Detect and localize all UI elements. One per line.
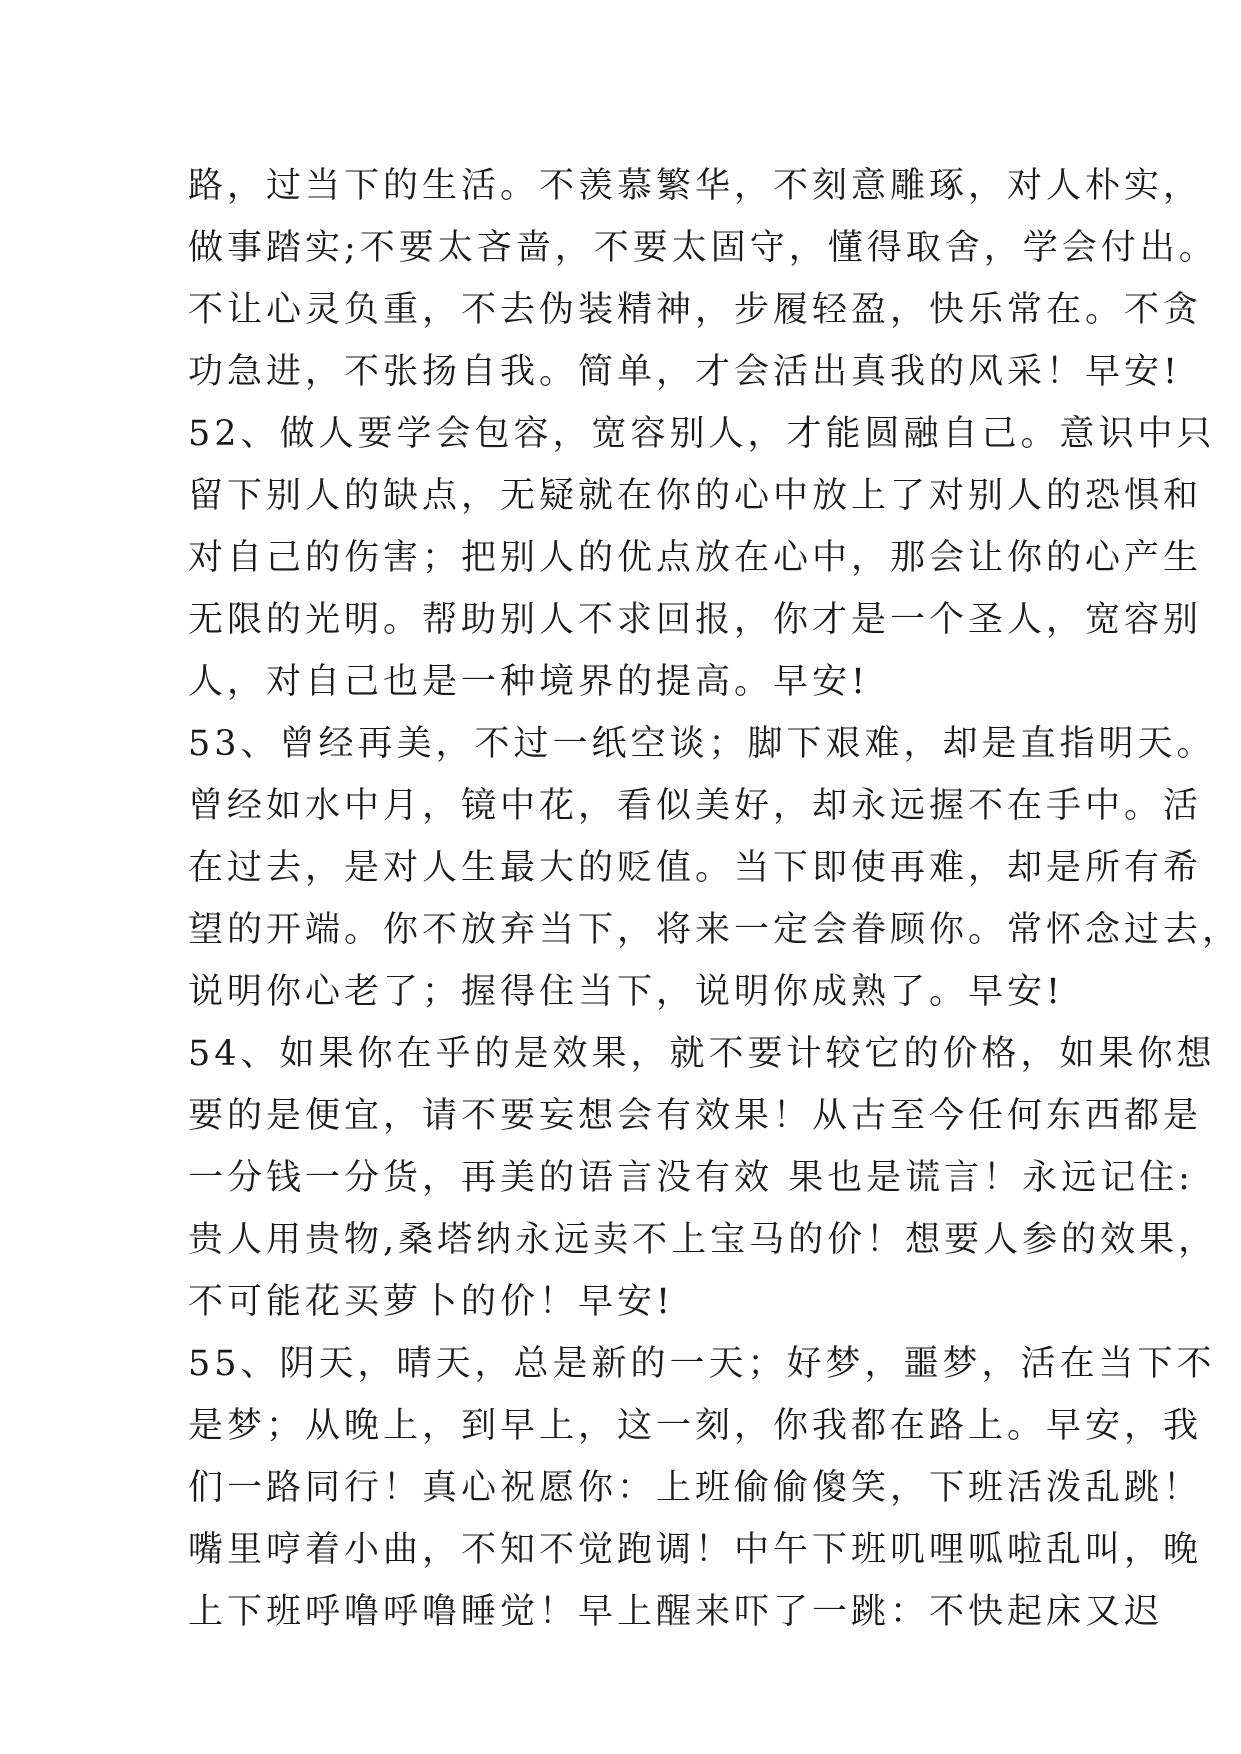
body-text	[188, 155, 1241, 1643]
text-line: 无限的光明。帮助别人不求回报，你才是一个圣人，宽容别	[188, 600, 1203, 640]
text-line: 对自己的伤害；把别人的优点放在心中，那会让你的心产生	[188, 538, 1203, 578]
text-line: 要的是便宜，请不要妄想会有效果！从古至今任何东西都是	[188, 1096, 1203, 1136]
text-line: 不可能花买萝卜的价！早安!	[188, 1282, 675, 1322]
text-line: 不让心灵负重，不去伪装精神，步履轻盈，快乐常在。不贪	[188, 290, 1203, 330]
text-line: 说明你心老了；握得住当下，说明你成熟了。早安!	[188, 972, 1065, 1012]
text-line: 一分钱一分货，再美的语言没有效 果也是谎言！永远记住:	[188, 1158, 1194, 1198]
text-line: 55、阴天，晴天，总是新的一天；好梦，噩梦，活在当下不	[188, 1344, 1216, 1384]
text-line: 在过去，是对人生最大的贬值。当下即使再难，却是所有希	[188, 848, 1203, 888]
text-line: 53、曾经再美，不过一纸空谈；脚下艰难，却是直指明天。	[188, 724, 1216, 764]
text-line: 路，过当下的生活。不羡慕繁华，不刻意雕琢，对人朴实，	[188, 166, 1203, 206]
text-line: 52、做人要学会包容，宽容别人，才能圆融自己。意识中只	[188, 414, 1216, 454]
text-line: 人，对自己也是一种境界的提高。早安!	[188, 662, 870, 702]
text-line: 是梦；从晚上，到早上，这一刻，你我都在路上。早安，我	[188, 1406, 1203, 1446]
text-line: 嘴里哼着小曲，不知不觉跑调！中午下班叽哩呱啦乱叫，晚	[188, 1530, 1203, 1570]
text-line: 贵人用贵物,桑塔纳永远卖不上宝马的价！想要人参的效果，	[188, 1220, 1218, 1260]
text-line: 曾经如水中月，镜中花，看似美好，却永远握不在手中。活	[188, 786, 1203, 826]
text-line: 54、如果你在乎的是效果，就不要计较它的价格，如果你想	[188, 1034, 1216, 1074]
text-line: 留下别人的缺点，无疑就在你的心中放上了对别人的恐惧和	[188, 476, 1203, 516]
text-line: 功急进，不张扬自我。简单，才会活出真我的风采！早安!	[188, 352, 1182, 392]
text-line: 们一路同行！真心祝愿你：上班偷偷傻笑，下班活泼乱跳！	[188, 1468, 1203, 1508]
text-line: 望的开端。你不放弃当下，将来一定会眷顾你。常怀念过去，	[188, 910, 1241, 950]
text-line: 上下班呼噜呼噜睡觉！早上醒来吓了一跳：不快起床又迟	[188, 1592, 1164, 1632]
text-line: 做事踏实;不要太吝啬，不要太固守，懂得取舍，学会付出。	[188, 228, 1218, 268]
